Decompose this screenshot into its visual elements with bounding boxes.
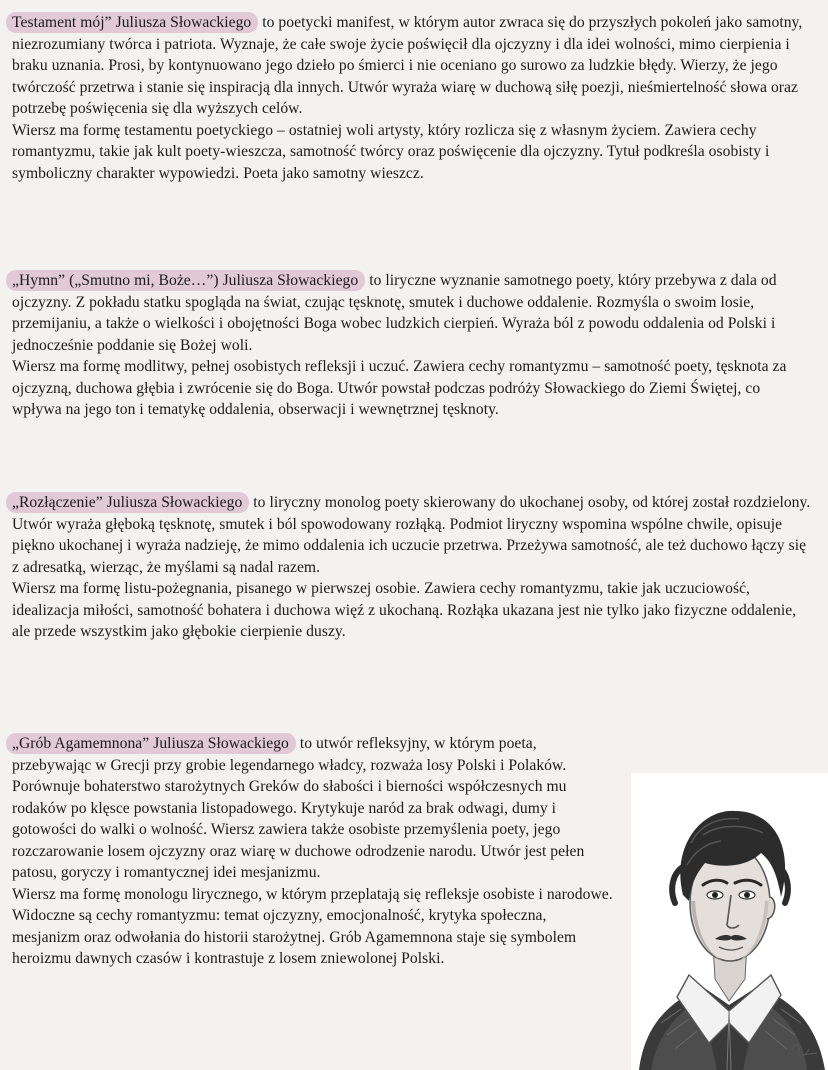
section-title-highlight: „Hymn” („Smutno mi, Boże…”) Juliusza Słowackiego [6,270,365,291]
section-form-paragraph: Wiersz ma formę monologu lirycznego, w którym przeplatają się refleksje osobiste i narodowe. Widoczne są cechy romantyzmu: temat ojczyzny, emocjonalność, krytyka społeczna, mesjanizm oraz odwołania do historii starożytnej. Grób Agamemnona staje się symbolem heroizmu dawnych czasów i kontrastuje z losem zniewolonej Polski. [12,885,613,967]
section-text-column [12,733,617,970]
section-intro-text: to poetycki manifest, w którym autor zwraca się do przyszłych pokoleń jako samotny, niezrozumiany twórca i patriota. Wyznaje, że całe swoje życie poświęcił dla ojczyzny i dla idei wolności, mimo cierpienia i braku uznania. Prosi, by kontynuowano jego dzieło po śmierci i nie oceniano go surowo za ludzkie błędy. Wierzy, że jego twórczość przetrwa i stanie się inspiracją dla innych. Utwór wyraża wiarę w duchową siłę poezji, nieśmiertelność słowa oraz potrzebę poświęcenia się dla wyższych celów. [12,14,803,117]
section-intro-text: to utwór refleksyjny, w którym poeta, przebywając w Grecji przy grobie legendarnego władcy, rozważa losy Polski i Polaków. Porównuje bohaterstwo starożytnych Greków do słabości i bierności współczesnych mu rodaków po klęsce powstania listopadowego. Krytykuje naród za brak odwagi, dumy i gotowości do walki o wolność. Wiersz zawiera także osobiste przemyślenia poety, jego rozczarowanie losem ojczyzny oraz wiarę w duchowe odrodzenie narodu. Utwór jest pełen patosu, goryczy i romantycznej idei mesjanizmu. [12,735,585,881]
section-hymn [12,270,812,421]
section-rozlaczenie [12,492,812,643]
section-form-paragraph: Wiersz ma formę modlitwy, pełnej osobistych refleksji i uczuć. Zawiera cechy romantyzmu – samotność poety, tęsknota za ojczyzną, duchowa głębia i zwrócenie się do Boga. Utwór powstał podczas podróży Słowackiego do Ziemi Świętej, co wpływa na jego ton i tematykę oddalenia, obserwacji i wewnętrznej tęsknoty. [12,358,787,418]
section-form-paragraph: Wiersz ma formę testamentu poetyckiego – ostatniej woli artysty, który rozlicza się z własnym życiem. Zawiera cechy romantyzmu, takie jak kult poety-wieszcza, samotność twórcy oraz poświęcenie dla ojczyzny. Tytuł podkreśla osobisty i symboliczny charakter wypowiedzi. Poeta jako samotny wieszcz. [12,121,770,182]
section-title-highlight: „Rozłączenie” Juliusza Słowackiego [6,492,249,513]
section-intro-paragraph [12,270,812,356]
section-intro-text: to liryczne wyznanie samotnego poety, który przebywa z dala od ojczyzny. Z pokładu statku spogląda na świat, czując tęsknotę, smutek i duchowe oddalenie. Rozmyśla o swoim losie, przemijaniu, a także o wielkości i obojętności Boga wobec ludzkich cierpień. Wyraża ból z powodu oddalenia od Polski i jednocześnie poddanie się Bożej woli. [12,272,777,354]
section-title-highlight: Testament mój” Juliusza Słowackiego [6,12,258,33]
section-intro-paragraph [12,733,617,884]
section-form-paragraph: Wiersz ma formę listu-pożegnania, pisanego w pierwszej osobie. Zawiera cechy romantyzmu, takie jak uczuciowość, idealizacja miłości, samotność bohatera i duchowa więź z ukochaną. Rozłąka ukazana jest nie tylko jako fizyczne oddalenie, ale przede wszystkim jako głębokie cierpienie duszy. [12,580,797,640]
poet-portrait-image [631,773,828,1070]
portrait-engraving-icon [631,773,828,1070]
section-testament-moj [12,12,812,184]
section-intro-text: to liryczny monolog poety skierowany do ukochanej osoby, od której został rozdzielony. Utwór wyraża głęboką tęsknotę, smutek i ból spowodowany rozłąką. Podmiot liryczny wspomina wspólne chwile, opisuje piękno ukochanej i wyraża nadzieję, że mimo oddalenia ich uczucie przetrwa. Przeżywa samotność, ale też duchowo łączy się z adresatką, wierząc, że myślami są nadal razem. [12,494,811,576]
section-intro-paragraph [12,492,812,578]
section-intro-paragraph [12,12,812,120]
section-title-highlight: „Grób Agamemnona” Juliusza Słowackiego [6,733,296,754]
